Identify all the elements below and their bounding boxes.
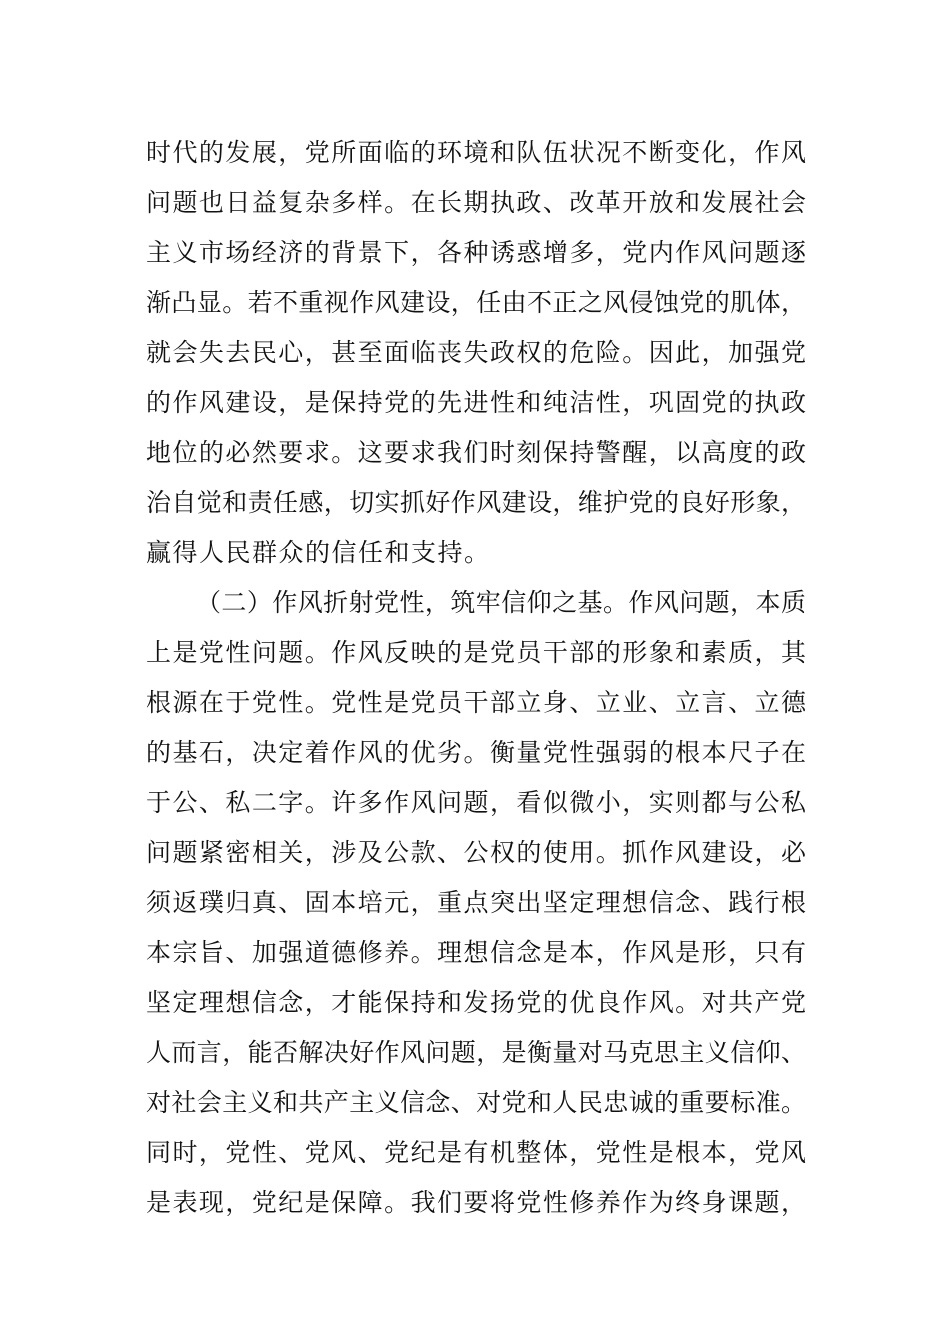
- text-line: 坚定理想信念，才能保持和发扬党的优良作风。对共产党: [146, 988, 806, 1017]
- text-line: 人而言，能否解决好作风问题，是衡量对马克思主义信仰、: [146, 1038, 806, 1067]
- text-line: 主义市场经济的背景下，各种诱惑增多，党内作风问题逐: [146, 238, 806, 267]
- text-line: 就会失去民心，甚至面临丧失政权的危险。因此，加强党: [146, 338, 806, 367]
- text-line: 地位的必然要求。这要求我们时刻保持警醒，以高度的政: [146, 438, 806, 467]
- text-line: 根源在于党性。党性是党员干部立身、立业、立言、立德: [146, 688, 806, 717]
- body-text: [146, 128, 806, 1228]
- text-line: 问题也日益复杂多样。在长期执政、改革开放和发展社会: [146, 188, 806, 217]
- text-line: 同时，党性、党风、党纪是有机整体，党性是根本，党风: [146, 1138, 806, 1167]
- text-line: 上是党性问题。作风反映的是党员干部的形象和素质，其: [146, 638, 806, 667]
- text-line: 须返璞归真、固本培元，重点突出坚定理想信念、践行根: [146, 888, 806, 917]
- text-line: 对社会主义和共产主义信念、对党和人民忠诚的重要标准。: [146, 1088, 806, 1117]
- text-line: 于公、私二字。许多作风问题，看似微小，实则都与公私: [146, 788, 806, 817]
- text-line: 的作风建设，是保持党的先进性和纯洁性，巩固党的执政: [146, 388, 806, 417]
- text-line: 的基石，决定着作风的优劣。衡量党性强弱的根本尺子在: [146, 738, 806, 767]
- text-line: 渐凸显。若不重视作风建设，任由不正之风侵蚀党的肌体，: [146, 288, 806, 317]
- text-line: 时代的发展，党所面临的环境和队伍状况不断变化，作风: [146, 138, 806, 167]
- text-line-paragraph-end: 赢得人民群众的信任和支持。: [146, 538, 491, 567]
- text-line: 问题紧密相关，涉及公款、公权的使用。抓作风建设，必: [146, 838, 806, 867]
- text-line-section-heading: （二）作风折射党性，筑牢信仰之基。作风问题，本质: [196, 588, 806, 617]
- text-line: 是表现，党纪是保障。我们要将党性修养作为终身课题，: [146, 1188, 806, 1217]
- text-line: 治自觉和责任感，切实抓好作风建设，维护党的良好形象，: [146, 488, 806, 517]
- text-line: 本宗旨、加强道德修养。理想信念是本，作风是形，只有: [146, 938, 806, 967]
